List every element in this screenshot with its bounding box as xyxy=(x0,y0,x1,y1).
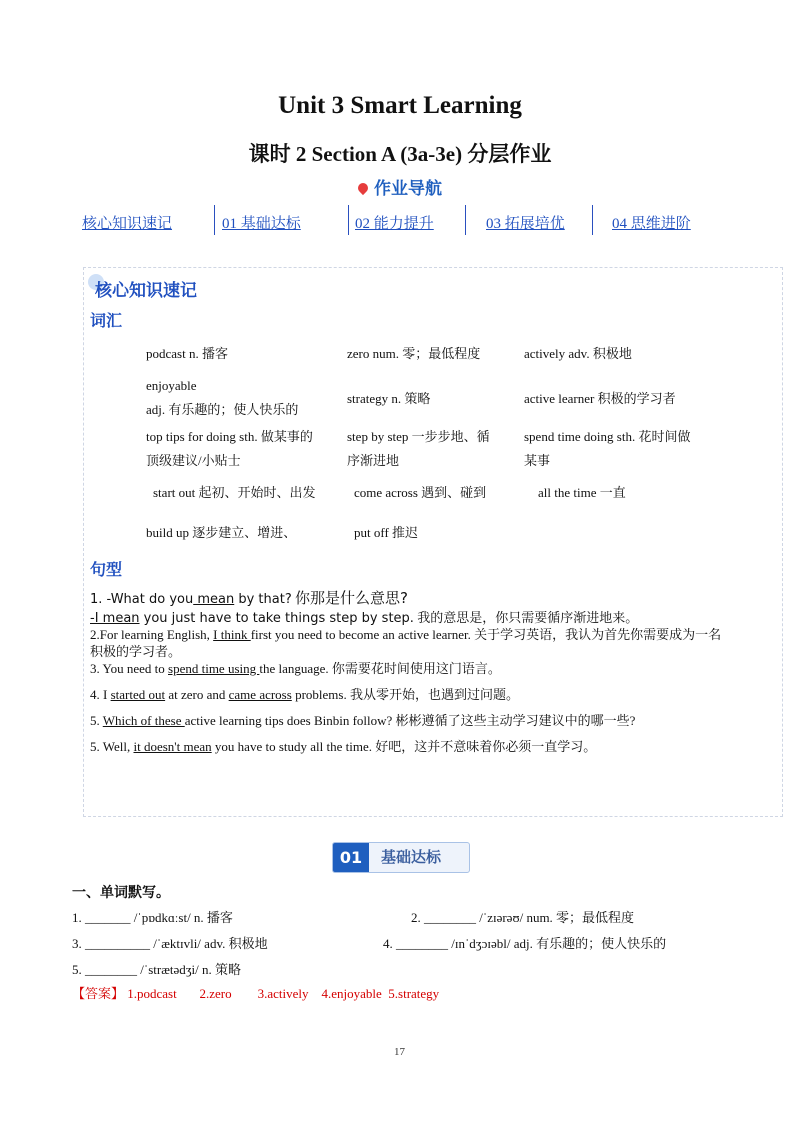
vocab-build-up: build up 逐步建立、增进、 xyxy=(146,525,297,540)
sentence-6: 5. Well, it doesn't mean you have to study all the time. 好吧，这并不意味着你必须一直学习。 xyxy=(90,739,597,754)
nav-link-04[interactable]: 04 思维进阶 xyxy=(612,216,691,232)
sentence-1-reply: -I mean you just have to take things step by step. 我的意思是，你只需要循序渐进地来。 xyxy=(90,610,639,626)
document-subtitle: 课时 2 Section A (3a-3e) 分层作业 xyxy=(248,142,552,166)
vocab-enjoyable-meaning: adj. 有乐趣的；使人快乐的 xyxy=(146,402,299,417)
exercise-item-4: 4. ________ /ɪnˈdʒɔɪəbl/ adj. 有乐趣的；使人快乐的 xyxy=(383,936,667,951)
sentence-2-cont: 积极的学习者。 xyxy=(90,644,182,659)
vocab-enjoyable: enjoyable xyxy=(146,378,197,393)
vocab-start-out: start out 起初、开始时、出发 xyxy=(153,485,316,500)
exercise-heading: 一、单词默写。 xyxy=(72,886,170,901)
sentence-2: 2.For learning English, I think first you need to become an active learner. 关于学习英语，我认为首先你需要成为一名 xyxy=(90,627,722,642)
section-tab-label: 基础达标 xyxy=(381,848,442,866)
section-tab-01 xyxy=(332,842,470,873)
sentence-4: 4. I started out at zero and came across problems. 我从零开始，也遇到过问题。 xyxy=(90,687,519,702)
location-pin-icon xyxy=(356,181,370,195)
homework-navigation xyxy=(70,205,750,237)
vocab-put-off: put off 推迟 xyxy=(354,525,419,540)
vocab-active-learner: active learner 积极的学习者 xyxy=(524,391,676,406)
nav-link-02[interactable]: 02 能力提升 xyxy=(355,216,434,232)
document-title: Unit 3 Smart Learning xyxy=(278,92,522,119)
sentence-1: 1. -What do you mean by that? 你那是什么意思? xyxy=(90,589,408,607)
answer-line xyxy=(72,983,439,1002)
core-knowledge-heading: 核心知识速记 xyxy=(95,281,197,301)
vocab-actively: actively adv. 积极地 xyxy=(524,346,632,361)
sentence-3: 3. You need to spend time using the language. 你需要花时间使用这门语言。 xyxy=(90,661,501,676)
nav-divider xyxy=(348,205,349,235)
vocab-step-by-step-cont: 序渐进地 xyxy=(347,453,400,468)
answer-label: 【答案】 xyxy=(72,986,125,1001)
nav-title: 作业导航 xyxy=(0,174,800,199)
exercise-item-3: 3. __________ /ˈæktɪvli/ adv. 积极地 xyxy=(72,936,268,951)
vocab-step-by-step: step by step 一步步地、循 xyxy=(347,429,490,444)
sentence-heading: 句型 xyxy=(90,560,123,579)
vocab-spend-time: spend time doing sth. 花时间做 xyxy=(524,429,691,444)
nav-link-core[interactable]: 核心知识速记 xyxy=(82,216,173,232)
vocab-come-across: come across 遇到、碰到 xyxy=(354,485,487,500)
exercise-item-5: 5. ________ /ˈstrætədʒi/ n. 策略 xyxy=(72,962,241,977)
vocab-spend-time-cont: 某事 xyxy=(524,453,551,468)
answer-values: 1.podcast 2.zero 3.actively 4.enjoyable 5.strategy xyxy=(127,986,440,1001)
vocab-top-tips: top tips for doing sth. 做某事的 xyxy=(146,429,313,444)
vocab-heading: 词汇 xyxy=(90,311,123,330)
vocab-strategy: strategy n. 策略 xyxy=(347,391,431,406)
nav-link-03[interactable]: 03 拓展培优 xyxy=(486,216,565,232)
nav-link-01[interactable]: 01 基础达标 xyxy=(222,216,301,232)
vocab-top-tips-cont: 顶级建议/小贴士 xyxy=(146,453,241,468)
vocab-zero: zero num. 零；最低程度 xyxy=(347,346,481,361)
exercise-item-1: 1. _______ /ˈpɒdkɑːst/ n. 播客 xyxy=(72,910,233,925)
exercise-item-2: 2. ________ /ˈzɪərəʊ/ num. 零；最低程度 xyxy=(411,910,635,925)
sentence-5: 5. Which of these active learning tips does Binbin follow? 彬彬遵循了这些主动学习建议中的哪一些? xyxy=(90,713,636,728)
vocab-podcast: podcast n. 播客 xyxy=(146,346,228,361)
nav-divider xyxy=(465,205,466,235)
nav-divider xyxy=(592,205,593,235)
vocab-all-the-time: all the time 一直 xyxy=(538,485,626,500)
page-number: 17 xyxy=(394,1046,405,1058)
section-tab-number: 01 xyxy=(333,843,369,872)
nav-divider xyxy=(214,205,215,235)
